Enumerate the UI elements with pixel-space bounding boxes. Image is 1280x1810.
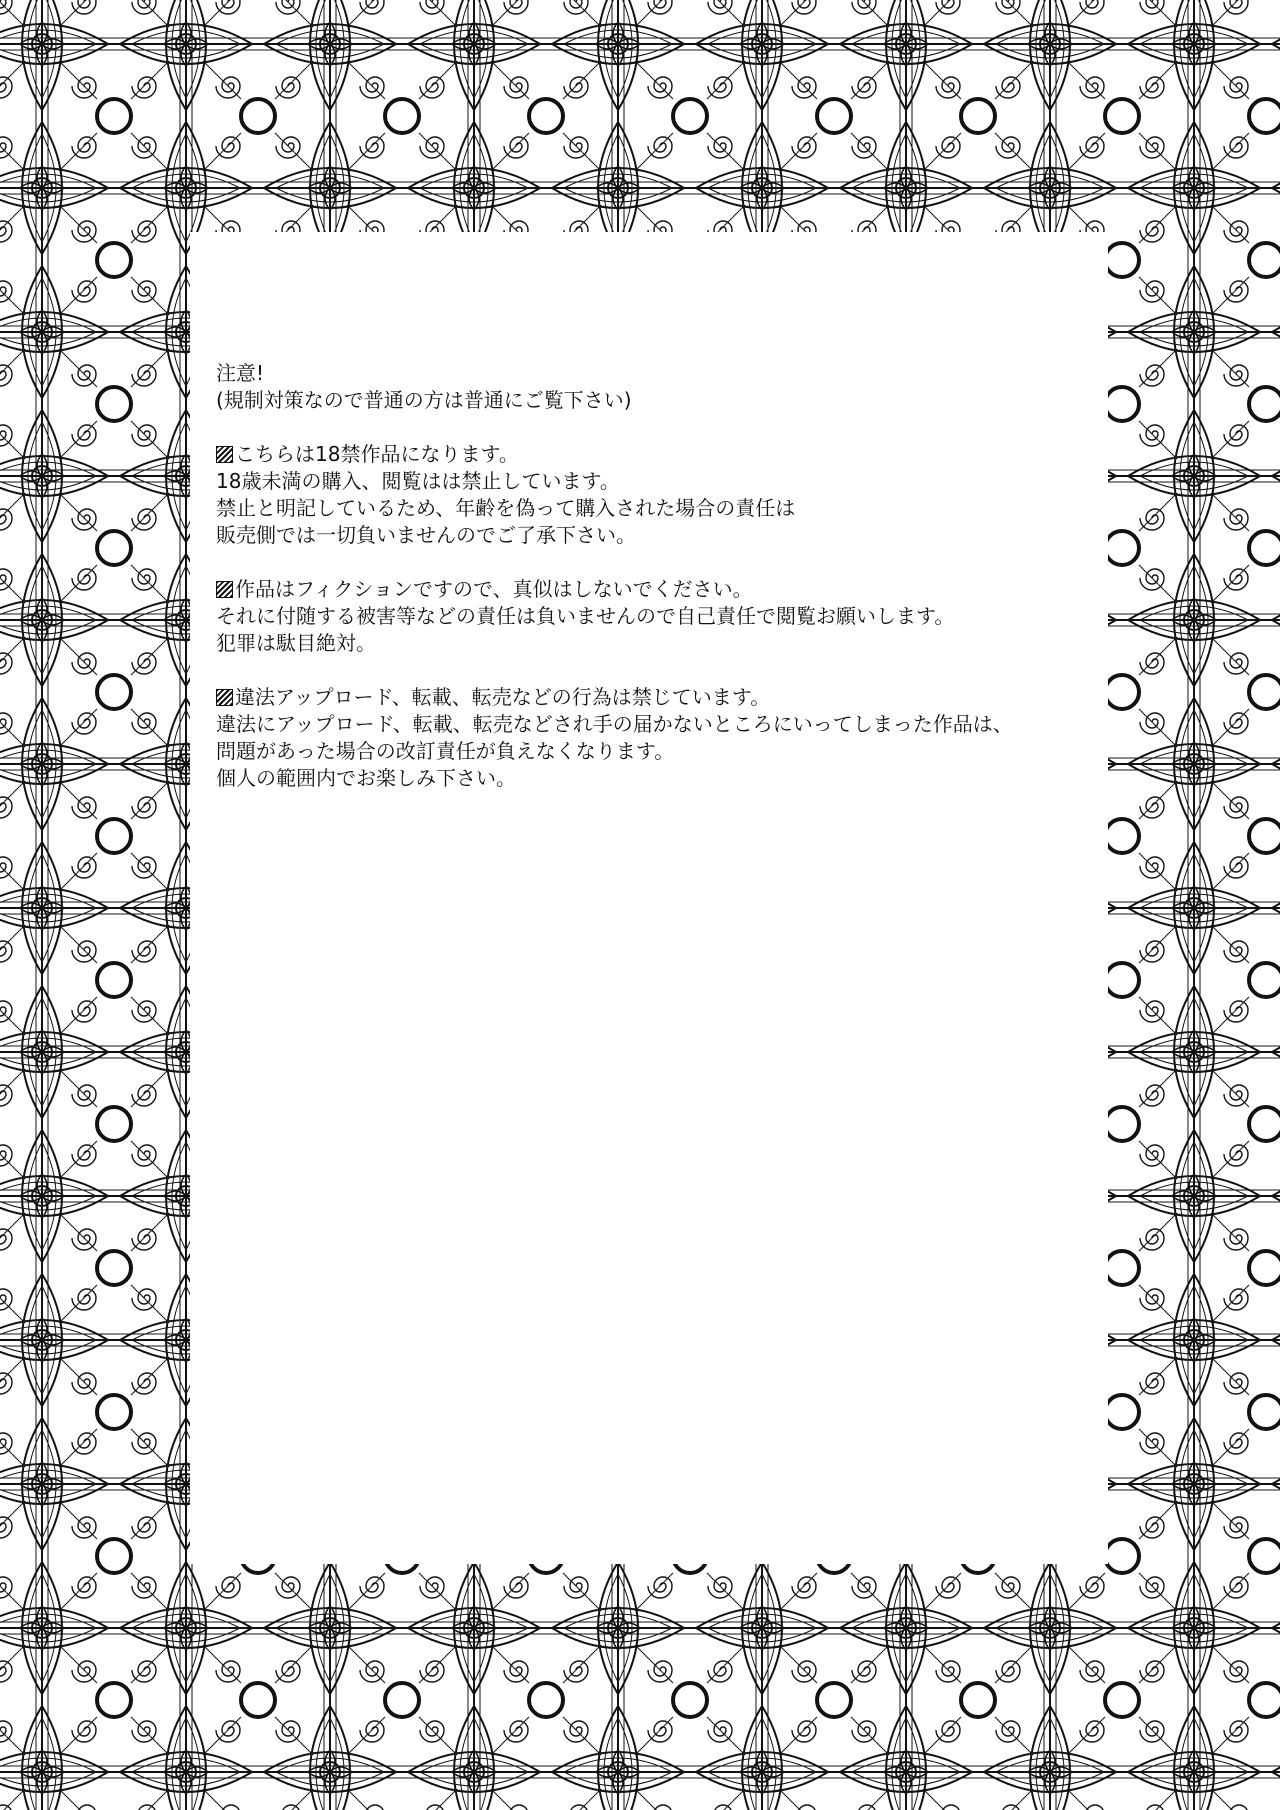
notice-line: 販売側では一切負いませんのでご了承下さい。 xyxy=(216,523,636,547)
notice-line: こちらは18禁作品になります。 xyxy=(235,442,519,466)
notice-line: 禁止と明記しているため、年齢を偽って購入された場合の責任は xyxy=(216,496,796,520)
notice-line: 個人の範囲内でお楽しみ下さい。 xyxy=(216,766,516,790)
notice-text-block xyxy=(216,360,1096,792)
notice-line: 犯罪は駄目絶対。 xyxy=(216,631,376,655)
notice-line: 作品はフィクションですので、真似はしないでください。 xyxy=(235,577,753,601)
notice-line: それに付随する被害等などの責任は負いませんので自己責任で閲覧お願いします。 xyxy=(216,604,955,628)
hatched-square-icon xyxy=(216,581,233,598)
notice-subtitle: (規制対策なので普通の方は普通にご覧下さい) xyxy=(216,388,632,412)
hatched-square-icon xyxy=(216,446,233,463)
hatched-square-icon xyxy=(216,689,233,706)
notice-section-age-restriction xyxy=(216,441,1096,549)
notice-line: 違法アップロード、転載、転売などの行為は禁じています。 xyxy=(235,685,771,709)
notice-line: 18歳未満の購入、閲覧はは禁止しています。 xyxy=(216,469,620,493)
notice-title: 注意! xyxy=(216,361,265,385)
notice-header xyxy=(216,360,1096,414)
notice-section-fiction xyxy=(216,576,1096,657)
notice-line: 問題があった場合の改訂責任が負えなくなります。 xyxy=(216,739,675,763)
notice-section-illegal-upload xyxy=(216,684,1096,792)
notice-line: 違法にアップロード、転載、転売などされ手の届かないところにいってしまった作品は、 xyxy=(216,712,1013,736)
